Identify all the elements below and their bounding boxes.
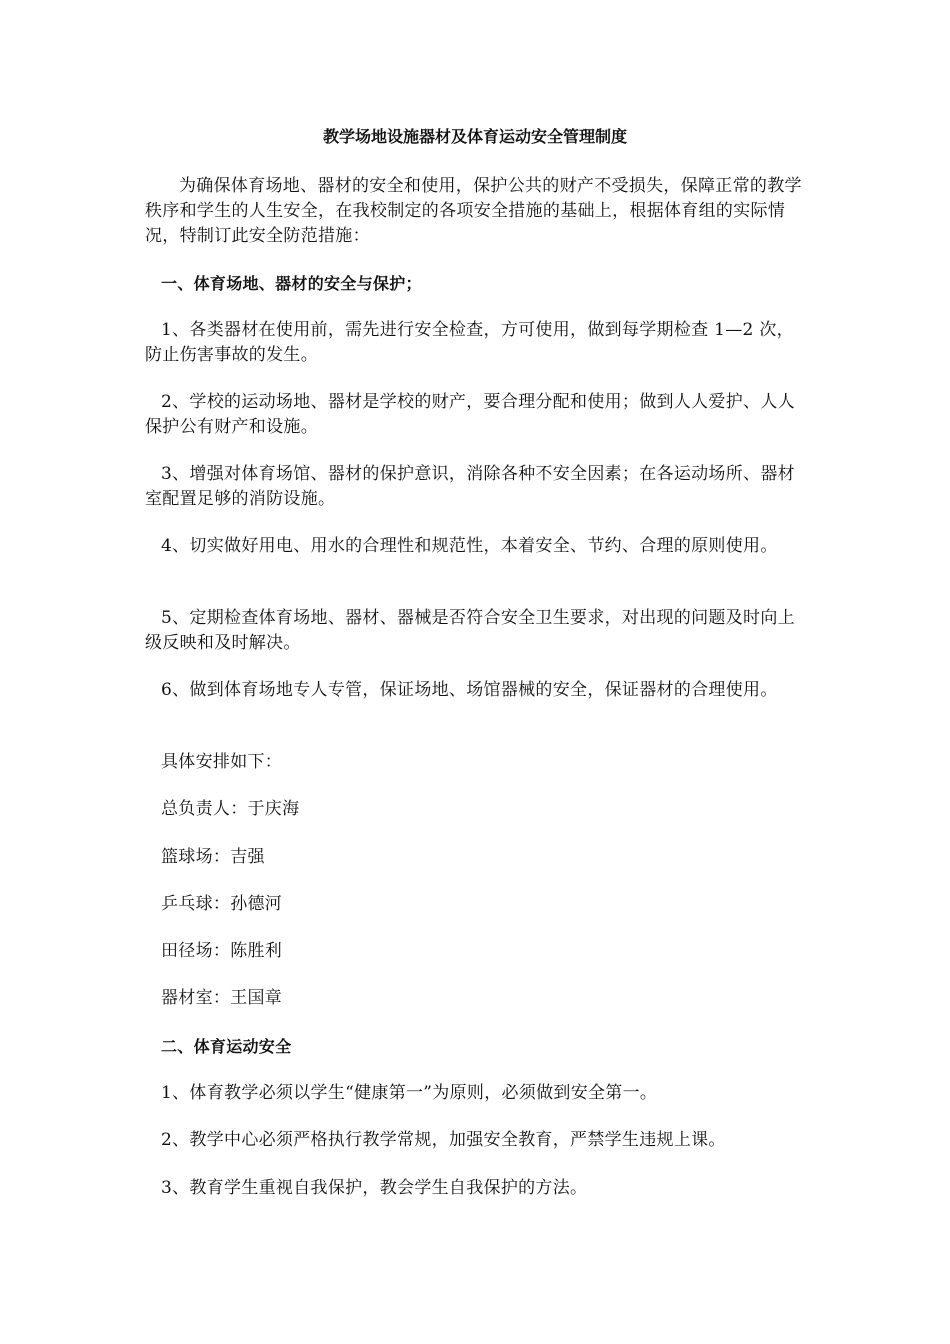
list-item: 4、切实做好用电、用水的合理性和规范性，本着安全、节约、合理的原则使用。 [161, 536, 778, 556]
assignment-item: 篮球场：吉强 [161, 847, 265, 867]
assignment-item: 总负责人：于庆海 [161, 799, 300, 819]
section-heading-1: 一、体育场地、器材的安全与保护； [161, 274, 422, 293]
list-item: 2、教学中心必须严格执行教学常规，加强安全教育，严禁学生违规上课。 [161, 1130, 726, 1150]
intro-paragraph: 为确保体育场地、器材的安全和使用，保护公共的财产不受损失，保障正常的教学秩序和学生的人生安全，在我校制定的各项安全措施的基础上，根据体育组的实际情况，特制订此安全防范措施： [145, 176, 802, 246]
list-item: 1、各类器材在使用前，需先进行安全检查，方可使用，做到每学期检查 1—2 次，防止伤害事故的发生。 [145, 320, 794, 365]
section-heading-2: 二、体育运动安全 [161, 1037, 292, 1056]
arrangement-intro: 具体安排如下： [161, 752, 283, 772]
list-item: 1、体育教学必须以学生“健康第一”为原则，必须做到安全第一。 [161, 1083, 658, 1103]
assignment-item: 田径场：陈胜利 [161, 941, 283, 961]
document-title: 教学场地设施器材及体育运动安全管理制度 [322, 127, 627, 146]
list-item: 3、教育学生重视自我保护，教会学生自我保护的方法。 [161, 1178, 588, 1198]
assignment-item: 乒乓球：孙德河 [161, 894, 283, 914]
assignment-item: 器材室：王国章 [161, 988, 283, 1008]
list-item: 2、学校的运动场地、器材是学校的财产，要合理分配和使用；做到人人爱护、人人保护公有财产和设施。 [145, 392, 795, 437]
list-item: 5、定期检查体育场地、器材、器械是否符合安全卫生要求，对出现的问题及时向上级反映和及时解决。 [145, 608, 795, 653]
list-item: 3、增强对体育场馆、器材的保护意识，消除各种不安全因素；在各运动场所、器材室配置足够的消防设施。 [145, 464, 795, 509]
list-item: 6、做到体育场地专人专管，保证场地、场馆器械的安全，保证器材的合理使用。 [161, 680, 778, 700]
